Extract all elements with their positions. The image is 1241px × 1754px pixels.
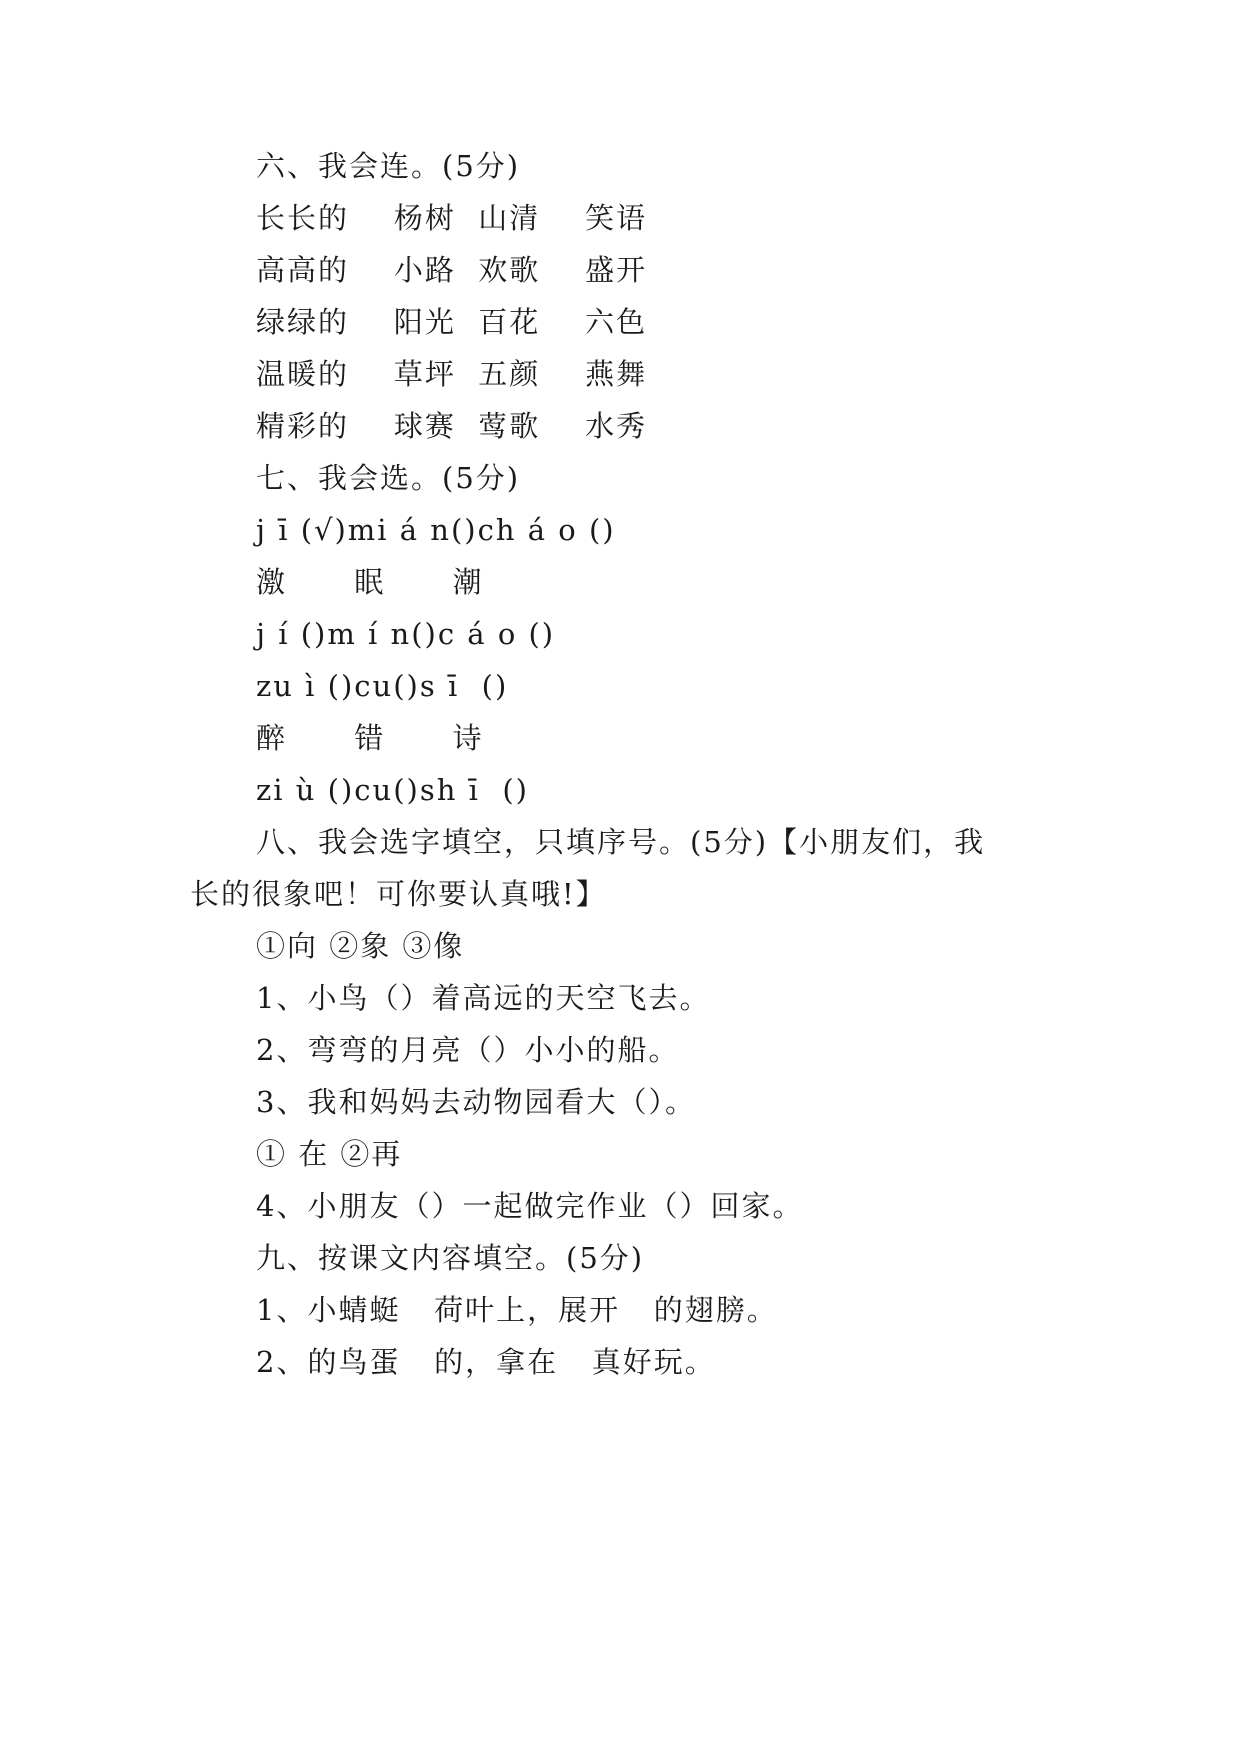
matching-row: 绿绿的 阳光 百花 六色 (256, 305, 648, 339)
option-list: ① 在 ②再 (256, 1137, 403, 1171)
matching-row: 温暖的 草坪 五颜 燕舞 (256, 357, 648, 391)
fill-blank-item: 3、我和妈妈去动物园看大（）。 (256, 1085, 696, 1119)
pinyin-choice-line: zu ì ()cu()s ī () (256, 669, 509, 703)
matching-row: 精彩的 球赛 莺歌 水秀 (256, 409, 648, 443)
fill-blank-item: 2、弯弯的月亮（）小小的船。 (256, 1033, 680, 1067)
pinyin-choice-line: zi ù ()cu()sh ī () (256, 773, 529, 807)
character-line: 醉 错 诗 (256, 721, 484, 755)
fill-blank-item: 2、的鸟蛋 的，拿在 真好玩。 (256, 1345, 716, 1379)
fill-blank-item: 4、小朋友（）一起做完作业（）回家。 (256, 1189, 804, 1223)
matching-row: 高高的 小路 欢歌 盛开 (256, 253, 648, 287)
section9-heading: 九、按课文内容填空。(5分) (256, 1241, 645, 1275)
section8-heading-continued: 长的很象吧！可你要认真哦!】 (190, 877, 607, 911)
section8-heading: 八、我会选字填空，只填序号。(5分)【小朋友们，我 (256, 825, 986, 859)
pinyin-choice-line: j ī (√)mi á n()ch á o () (256, 513, 616, 547)
matching-row: 长长的 杨树 山清 笑语 (256, 201, 648, 235)
option-list: ①向 ②象 ③像 (256, 929, 465, 963)
fill-blank-item: 1、小鸟（）着高远的天空飞去。 (256, 981, 711, 1015)
section7-heading: 七、我会选。(5分) (256, 461, 521, 495)
section6-heading: 六、我会连。(5分) (256, 149, 521, 183)
fill-blank-item: 1、小蜻蜓 荷叶上，展开 的翅膀。 (256, 1293, 778, 1327)
character-line: 激 眠 潮 (256, 565, 484, 599)
pinyin-choice-line: j í ()m í n()c á o () (256, 617, 556, 651)
